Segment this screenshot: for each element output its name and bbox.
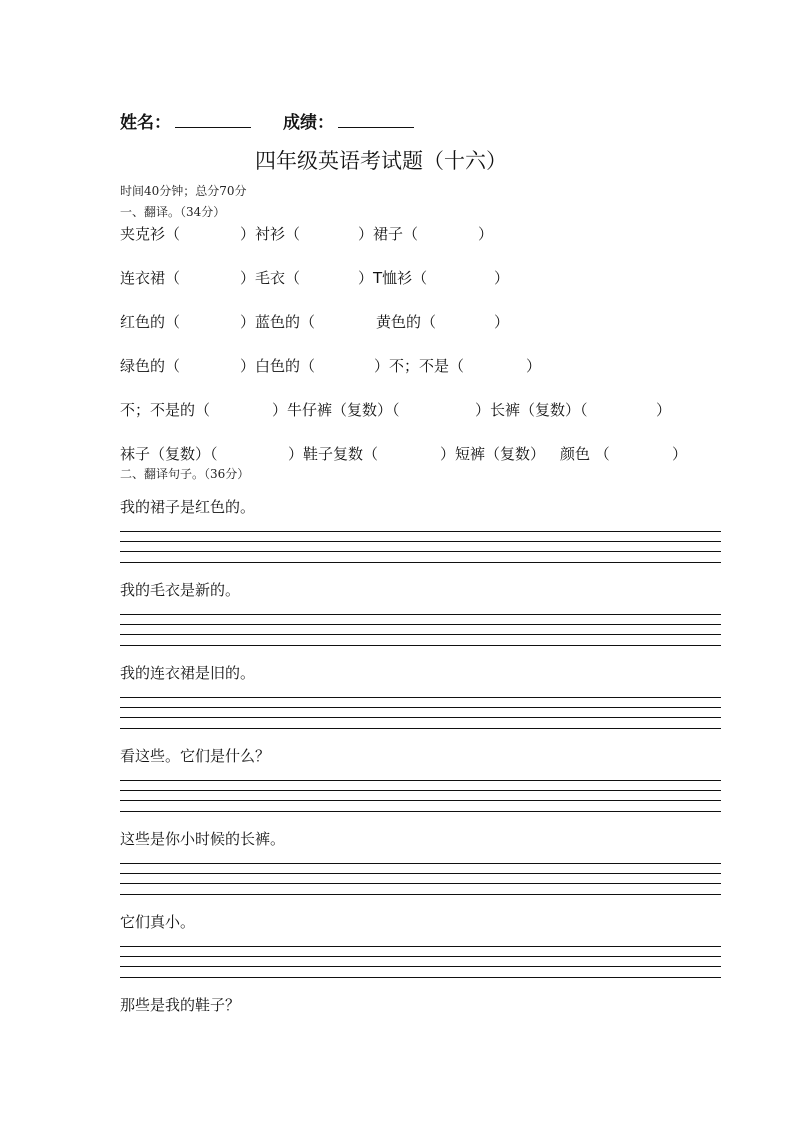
vocab-item: 不；不是的（ [120, 401, 211, 419]
vocab-item: 黄色的（ [376, 313, 437, 331]
vocab-item: ）衬衫（ [240, 225, 301, 243]
section1-heading: 一、翻译。（34分） [120, 205, 226, 219]
vocab-item: ） [494, 269, 510, 287]
vocab-item: ）鞋子复数（ [288, 445, 379, 463]
vocab-item: ）长裤（复数）（ [475, 401, 588, 419]
vocab-item: ）裙子（ [358, 225, 419, 243]
sentence-prompt: 我的裙子是红色的。 [120, 498, 256, 516]
vocab-item: ）白色的（ [240, 357, 316, 375]
sentence-prompt: 它们真小。 [120, 913, 196, 931]
vocab-item: ） [656, 401, 672, 419]
sentence-prompt: 这些是你小时候的长裤。 [120, 830, 286, 848]
exam-info: 时间40分钟；总分70分 [120, 184, 247, 198]
name-blank[interactable] [175, 113, 251, 128]
vocab-item: ）牛仔裤（复数）（ [272, 401, 400, 419]
vocab-item: 红色的（ [120, 313, 181, 331]
vocab-item: 连衣裙（ [120, 269, 181, 287]
vocab-item: ）蓝色的（ [240, 313, 316, 331]
vocab-item: 绿色的（ [120, 357, 181, 375]
student-info-row [120, 108, 414, 133]
vocab-item: ） [478, 225, 494, 243]
section2-heading: 二、翻译句子。（36分） [120, 467, 250, 481]
vocab-item: ） [526, 357, 542, 375]
name-label: 姓名： [120, 113, 171, 133]
vocab-item: 袜子（复数）（ [120, 445, 218, 463]
exam-title: 四年级英语考试题（十六） [255, 149, 507, 173]
vocab-item: ） [672, 445, 688, 463]
score-blank[interactable] [338, 113, 414, 128]
vocab-item: ）T恤衫（ [358, 269, 428, 287]
vocab-item: ）短裤（复数） [440, 445, 546, 463]
vocab-item: 夹克衫（ [120, 225, 181, 243]
sentence-prompt: 看这些。它们是什么？ [120, 747, 271, 765]
vocab-item: ）毛衣（ [240, 269, 301, 287]
score-label: 成绩： [283, 113, 334, 133]
vocab-item: ） [494, 313, 510, 331]
sentence-prompt: 那些是我的鞋子？ [120, 996, 241, 1014]
sentence-prompt: 我的连衣裙是旧的。 [120, 664, 256, 682]
vocab-item: 颜色 （ [560, 445, 610, 463]
vocab-item: ）不；不是（ [374, 357, 465, 375]
sentence-prompt: 我的毛衣是新的。 [120, 581, 241, 599]
